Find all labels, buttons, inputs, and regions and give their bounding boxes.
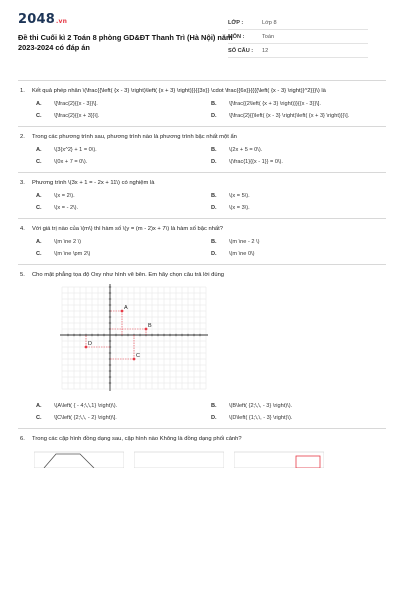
option-label: D. bbox=[211, 113, 217, 119]
option-a[interactable] bbox=[36, 238, 211, 246]
question-divider bbox=[18, 126, 386, 127]
question-text: Kết quả phép nhân \(\frac{{\left( {x - 3} \right)\left( {x + 3} \right)}}{{3x}} \cdot \frac{{6x}}{{{{\left( {x - 3} \right)}^2}}}\) là bbox=[32, 88, 326, 94]
option-label: A. bbox=[36, 403, 42, 409]
option-label: B. bbox=[211, 239, 217, 245]
option-text: \[\frac{2}{{x - 3}}\]. bbox=[54, 101, 98, 107]
option-text: \(0x + 7 = 0\). bbox=[54, 159, 88, 165]
option-label: B. bbox=[211, 403, 217, 409]
option-text: \(D\left( {1;\,\, - 3} \right)\). bbox=[229, 415, 293, 421]
point-d bbox=[85, 346, 88, 349]
meta-value: Lớp 8 bbox=[262, 20, 277, 26]
question-text: Phương trình \(3x + 1 = - 2x + 11\) có nghiệm là bbox=[32, 180, 155, 186]
option-b[interactable] bbox=[211, 238, 386, 246]
option-c[interactable] bbox=[36, 250, 211, 258]
coordinate-figure bbox=[18, 283, 386, 396]
question-number: 2. bbox=[20, 134, 25, 140]
option-label: C. bbox=[36, 415, 42, 421]
question-1 bbox=[18, 87, 386, 120]
question-number: 6. bbox=[20, 436, 25, 442]
meta-key: MÔN : bbox=[228, 34, 245, 40]
option-text: \(2x + 5 = 0\). bbox=[229, 147, 263, 153]
options bbox=[18, 192, 386, 212]
logo-number: 2048 bbox=[18, 12, 55, 27]
option-text: \(x = 2\). bbox=[54, 193, 75, 199]
option-text: \[C\left( {2;\,\, - 2} \right)\]. bbox=[54, 415, 117, 421]
point-label: C bbox=[136, 353, 140, 359]
question-text: Cho mặt phẳng tọa độ Oxy như hình vẽ bên. Em hãy chọn câu trả lời đúng bbox=[32, 272, 225, 278]
question-number: 5. bbox=[20, 272, 25, 278]
option-a[interactable] bbox=[36, 402, 211, 410]
options bbox=[18, 402, 386, 422]
question-divider bbox=[18, 264, 386, 265]
point-a bbox=[121, 310, 124, 313]
option-label: C. bbox=[36, 159, 42, 165]
meta-row-count bbox=[228, 44, 368, 58]
option-a[interactable] bbox=[36, 100, 211, 108]
option-text: \(m \ne 0\) bbox=[229, 251, 255, 257]
option-text: \(x = 5\). bbox=[229, 193, 250, 199]
question-6 bbox=[18, 435, 386, 468]
option-label: B. bbox=[211, 101, 217, 107]
option-text: \(3{x^2} + 1 = 0\). bbox=[54, 147, 97, 153]
point-label: B bbox=[148, 323, 152, 329]
question-divider bbox=[18, 428, 386, 429]
option-label: A. bbox=[36, 239, 42, 245]
option-c[interactable] bbox=[36, 158, 211, 166]
option-label: D. bbox=[211, 251, 217, 257]
meta-value: 12 bbox=[262, 48, 269, 54]
meta-row-subject bbox=[228, 30, 368, 44]
header bbox=[18, 12, 386, 74]
figure-pair-2 bbox=[134, 448, 224, 468]
meta-table bbox=[228, 16, 368, 58]
option-text: \[\frac{2}{{x + 3}}\]. bbox=[54, 113, 100, 119]
option-c[interactable] bbox=[36, 112, 211, 120]
option-label: C. bbox=[36, 205, 42, 211]
options bbox=[18, 146, 386, 166]
figure-strip bbox=[18, 448, 386, 468]
question-divider bbox=[18, 218, 386, 219]
question-number: 3. bbox=[20, 180, 25, 186]
meta-key: LỚP : bbox=[228, 20, 244, 26]
option-a[interactable] bbox=[36, 192, 211, 200]
option-d[interactable] bbox=[211, 158, 386, 166]
question-divider bbox=[18, 172, 386, 173]
option-label: C. bbox=[36, 113, 42, 119]
option-label: A. bbox=[36, 101, 42, 107]
figure-pair-3 bbox=[234, 448, 324, 468]
option-label: B. bbox=[211, 193, 217, 199]
option-label: B. bbox=[211, 147, 217, 153]
page-title: Đề thi Cuối kì 2 Toán 8 phòng GD&ĐT Thanh Trì (Hà Nội) năm 2023-2024 có đáp án bbox=[18, 33, 233, 52]
option-text: \(A\left( { - 4;\,\,1} \right)\). bbox=[54, 403, 118, 409]
meta-value: Toán bbox=[262, 34, 275, 40]
option-d[interactable] bbox=[211, 112, 386, 120]
question-2 bbox=[18, 133, 386, 166]
option-label: D. bbox=[211, 159, 217, 165]
point-c bbox=[133, 358, 136, 361]
option-b[interactable] bbox=[211, 146, 386, 154]
option-text: \(m \ne - 2 \) bbox=[229, 239, 260, 245]
option-label: D. bbox=[211, 205, 217, 211]
option-b[interactable] bbox=[211, 192, 386, 200]
option-text: \(B\left( {2;\,\, - 3} \right)\). bbox=[229, 403, 293, 409]
point-b bbox=[145, 328, 148, 331]
option-b[interactable] bbox=[211, 100, 386, 108]
option-c[interactable] bbox=[36, 414, 211, 422]
logo-suffix: .vn bbox=[55, 18, 68, 25]
question-3 bbox=[18, 179, 386, 212]
option-c[interactable] bbox=[36, 204, 211, 212]
option-d[interactable] bbox=[211, 414, 386, 422]
options bbox=[18, 100, 386, 120]
figure-pair-1 bbox=[34, 448, 124, 468]
option-a[interactable] bbox=[36, 146, 211, 154]
option-d[interactable] bbox=[211, 204, 386, 212]
option-text: \(x = 3\). bbox=[229, 205, 250, 211]
option-text: \[\frac{2}{{\left( {x - 3} \right)\left( {x + 3} \right)}}\]. bbox=[229, 113, 350, 119]
option-text: \(\frac{1}{{x - 1}} = 0\). bbox=[229, 159, 283, 165]
point-label: A bbox=[124, 305, 128, 311]
question-text: Trong các cặp hình đồng dạng sau, cặp hình nào Không là đồng dạng phối cảnh? bbox=[32, 436, 242, 442]
question-text: Với giá trị nào của \(m\) thì hàm số \(y = (m - 2)x + 7\) là hàm số bậc nhất? bbox=[32, 226, 223, 232]
question-number: 1. bbox=[20, 88, 25, 94]
options bbox=[18, 238, 386, 258]
meta-row-class bbox=[228, 16, 368, 30]
option-text: \(x = - 2\). bbox=[54, 205, 79, 211]
coordinate-plane bbox=[58, 283, 208, 391]
option-d[interactable] bbox=[211, 250, 386, 258]
question-text: Trong các phương trình sau, phương trình nào là phương trình bậc nhất một ẩn bbox=[32, 134, 237, 140]
option-label: D. bbox=[211, 415, 217, 421]
option-text: \[\frac{{2\left( {x + 3} \right)}}{{x - 3}}\]. bbox=[229, 101, 321, 107]
option-label: C. bbox=[36, 251, 42, 257]
header-divider bbox=[18, 80, 386, 81]
option-label: A. bbox=[36, 147, 42, 153]
option-b[interactable] bbox=[211, 402, 386, 410]
meta-key: SỐ CÂU : bbox=[228, 48, 254, 54]
option-text: \(m \ne \pm 2\) bbox=[54, 251, 91, 257]
option-text: \(m \ne 2 \) bbox=[54, 239, 82, 245]
option-label: A. bbox=[36, 193, 42, 199]
question-4 bbox=[18, 225, 386, 258]
point-label: D bbox=[88, 341, 92, 347]
question-number: 4. bbox=[20, 226, 25, 232]
question-5 bbox=[18, 271, 386, 422]
